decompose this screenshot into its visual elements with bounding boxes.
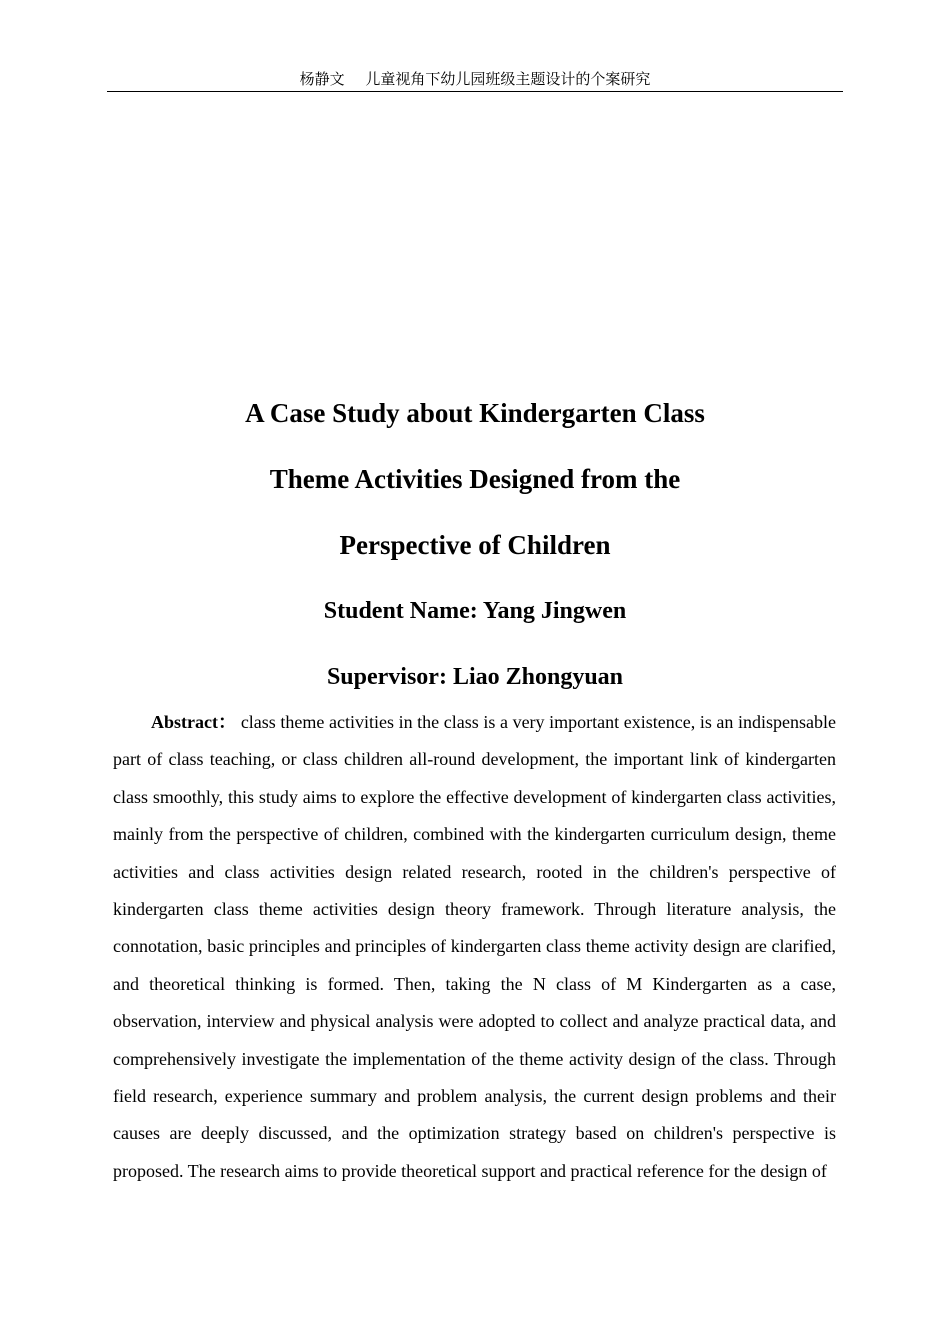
- header-thesis-title: 儿童视角下幼儿园班级主题设计的个案研究: [365, 70, 651, 88]
- running-header: [107, 68, 843, 92]
- abstract-text: class theme activities in the class is a very important existence, is an indispensable part of class teaching, or class children all-round development, the important link of kindergarten class smoothly, this study aims to explore the effective development of kindergarten class activities, mainly from the perspective of children, combined with the kindergarten curriculum design, theme activities and class activities design related research, rooted in the children's perspective of kindergarten class theme activities design theory framework. Through literature analysis, the connotation, basic principles and principles of kindergarten class theme activity design are clarified, and theoretical thinking is formed. Then, taking the N class of M Kindergarten as a case, observation, interview and physical analysis were adopted to collect and analyze practical data, and comprehensively investigate the implementation of the theme activity design of the class. Through field research, experience summary and problem analysis, the current design problems and their causes are deeply discussed, and the optimization strategy based on children's perspective is proposed. The research aims to provide theoretical support and practical reference for the design of: [113, 712, 837, 1181]
- abstract-label: Abstract：: [151, 712, 237, 732]
- title-line-2: Theme Activities Designed from the: [269, 464, 681, 494]
- title-block: [107, 380, 843, 710]
- abstract: [113, 704, 836, 1190]
- header-author: 杨静文: [299, 70, 345, 88]
- title-line-1: A Case Study about Kindergarten Class: [245, 398, 705, 428]
- title-line-3: Perspective of Children: [339, 530, 611, 560]
- supervisor-name: Supervisor: Liao Zhongyuan: [326, 664, 624, 690]
- student-name: Student Name: Yang Jingwen: [323, 598, 627, 624]
